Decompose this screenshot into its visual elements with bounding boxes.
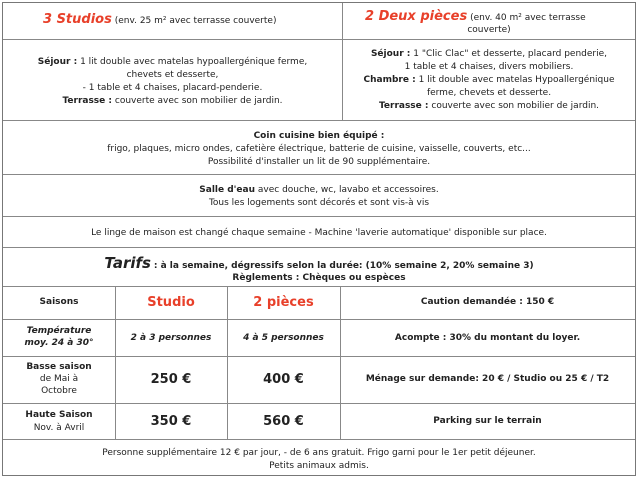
col-2pieces-header: 2 pièces [253, 295, 314, 310]
studios-sejour [3, 57, 342, 68]
cuisine-title: Coin cuisine bien équipé : [253, 131, 385, 141]
salle-eau-line2: Tous les logements sont décorés et sont vis-à vis [208, 198, 430, 208]
salle-eau-text: avec douche, wc, lavabo et accessoires. [257, 185, 439, 195]
haute-saison-line1: Haute Saison [25, 410, 93, 420]
studios-title: 3 Studios [43, 12, 112, 27]
deux-pieces-terrasse-text: couverte avec son mobilier de jardin. [431, 101, 600, 111]
basse-saison-line2: de Mai à [39, 374, 79, 384]
footer-line1: Personne supplémentaire 12 € par jour, - de 6 ans gratuit. Frigo garni pour le 1er petit déjeuner. [102, 448, 536, 458]
col-studio-header: Studio [147, 295, 195, 310]
studios-header [43, 14, 276, 27]
table-row-3-bottom [3, 403, 635, 404]
haute-saison-line2: Nov. à Avril [33, 423, 85, 433]
tarifs-reglements: Règlements : Chèques ou espèces [232, 273, 406, 283]
studios-sejour-label: Séjour : [37, 57, 78, 67]
deux-pieces-chambre-label: Chambre : [363, 75, 416, 85]
deux-pieces-terrasse [343, 101, 635, 112]
tarifs-subtitle: : à la semaine, dégressifs selon la durée: (10% semaine 2, 20% semaine 3) [153, 261, 534, 271]
studio-persons: 2 à 3 personnes [130, 333, 212, 343]
deux-pieces-sejour [343, 49, 635, 60]
deux-pieces-sejour-label: Séjour : [370, 49, 411, 59]
deux-pieces-title: 2 Deux pièces [365, 9, 468, 24]
cuisine-bottom [3, 174, 635, 175]
temperature-line2: moy. 24 à 30° [24, 338, 94, 348]
parking-text: Parking sur le terrain [433, 416, 542, 426]
deux-pieces-note: (env. 40 m² avec terrasse [470, 13, 586, 23]
studios-sejour-line2: chevets et desserte, [126, 70, 219, 80]
cuisine-line2: Possibilité d'installer un lit de 90 supplémentaire. [207, 157, 431, 167]
deux-pieces-chambre [343, 75, 635, 86]
basse-pieces-price: 400 € [263, 372, 304, 387]
studios-sejour-line3: - 1 table et 4 chaises, placard-penderie. [82, 83, 263, 93]
haute-pieces-price: 560 € [263, 414, 304, 429]
studios-terrasse-text: couverte avec son mobilier de jardin. [114, 96, 283, 106]
studios-terrasse [3, 96, 342, 107]
deux-pieces-terrasse-label: Terrasse : [378, 101, 429, 111]
basse-studio-price: 250 € [150, 372, 192, 387]
basse-saison-line3: Octobre [41, 386, 77, 396]
acompte-text: Acompte : 30% du montant du loyer. [394, 333, 581, 343]
top-header-divider [3, 39, 635, 40]
deux-pieces-sejour-line2: 1 table et 4 chaises, divers mobiliers. [404, 62, 574, 72]
table-row-2-bottom [3, 356, 635, 357]
salle-eau-bottom [3, 216, 635, 217]
deux-pieces-chambre-line2: ferme, chevets et desserte. [426, 88, 552, 98]
footer-line2: Petits animaux admis. [269, 461, 369, 471]
tarifs-bottom [3, 286, 635, 287]
linge-bottom [3, 247, 635, 248]
price-sheet [2, 2, 636, 476]
linge-text: Le linge de maison est changé chaque semaine - Machine 'laverie automatique' disponible sur place. [91, 228, 547, 238]
temperature-line1: Température [26, 326, 92, 336]
studios-sejour-line1: 1 lit double avec matelas hypoallergénique ferme, [80, 57, 308, 67]
deux-pieces-chambre-text: 1 lit double avec matelas Hypoallergénique [418, 75, 615, 85]
col-saisons-header: Saisons [39, 297, 79, 307]
deux-pieces-note-2: couverte) [467, 25, 511, 35]
deux-pieces-header [365, 11, 586, 24]
salle-eau [3, 185, 635, 196]
studios-note: (env. 25 m² avec terrasse couverte) [114, 16, 277, 26]
table-row-1-bottom [3, 319, 635, 320]
menage-text: Ménage sur demande: 20 € / Studio ou 25 € / T2 [365, 374, 610, 384]
basse-saison-line1: Basse saison [26, 362, 92, 372]
studios-terrasse-label: Terrasse : [62, 96, 113, 106]
top-section-bottom [3, 120, 635, 121]
salle-eau-label: Salle d'eau [199, 185, 256, 195]
cuisine-line1: frigo, plaques, micro ondes, cafetière électrique, batterie de cuisine, vaisselle, couverts, etc... [107, 144, 531, 154]
pieces-persons: 4 à 5 personnes [243, 333, 324, 343]
caution-text: Caution demandée : 150 € [420, 297, 555, 307]
deux-pieces-sejour-text: 1 "Clic Clac" et desserte, placard penderie, [413, 49, 608, 59]
haute-studio-price: 350 € [150, 414, 192, 429]
table-row-4-bottom [3, 439, 635, 440]
tarifs-header [3, 255, 635, 274]
tarifs-title: Tarifs [104, 254, 151, 272]
